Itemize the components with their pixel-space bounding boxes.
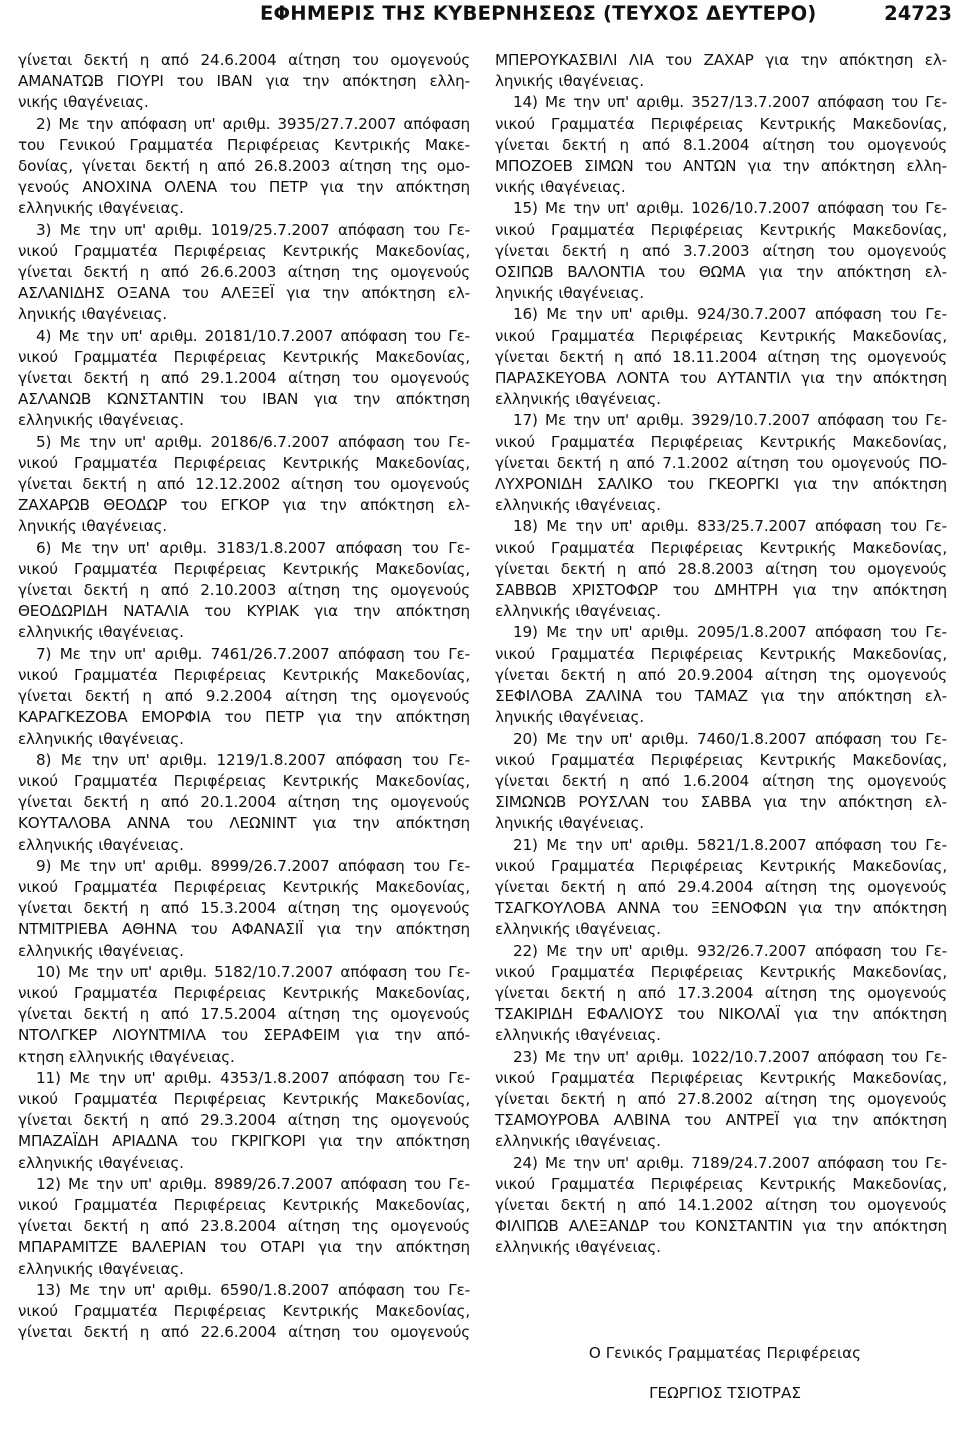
text-line: νικού Γραμματέα Περιφέρειας Κεντρικής Μακεδονίας, xyxy=(495,432,947,451)
text-line: γενούς ΑΝΟΧΙΝΑ ΟΛΕΝΑ του ΠΕΤΡ για την απόκτηση xyxy=(18,178,470,197)
text-line: νικού Γραμματέα Περιφέρειας Κεντρικής Μακεδονίας, xyxy=(18,241,470,260)
text-line: 2) Με την απόφαση υπ' αριθμ. 3935/27.7.2007 απόφαση xyxy=(36,114,470,133)
text-line: γίνεται δεκτή η από 24.6.2004 αίτηση του ομογενούς xyxy=(18,51,470,69)
text-line: ΣΑΒΒΩΒ ΧΡΙΣΤΟΦΩΡ του ΔΜΗΤΡΗ για την απόκτηση xyxy=(495,581,947,600)
text-line: ΘΕΟΔΩΡΙΔΗ ΝΑΤΑΛΙΑ του ΚΥΡΙΑΚ για την απόκτηση xyxy=(18,602,470,621)
text-line: 8) Με την υπ' αριθμ. 1219/1.8.2007 απόφαση του Γε- xyxy=(36,750,470,769)
text-line: ΑΣΛΑΝΙΔΗΣ ΟΞΑΝΑ του ΑΛΕΞΕΪ για την απόκτηση ελ- xyxy=(18,284,470,303)
text-line: γίνεται δεκτή η από 7.1.2002 αίτηση του ομογενούς ΠΟ- xyxy=(495,453,947,472)
text-line: ελληνικής ιθαγένειας. xyxy=(18,411,184,430)
text-line: 17) Με την υπ' αριθμ. 3929/10.7.2007 απόφαση του Γε- xyxy=(513,411,947,430)
text-line: νικού Γραμματέα Περιφέρειας Κεντρικής Μακεδονίας, xyxy=(18,983,470,1002)
text-line: νικού Γραμματέα Περιφέρειας Κεντρικής Μακεδονίας, xyxy=(18,771,470,790)
text-line: 18) Με την υπ' αριθμ. 833/25.7.2007 απόφαση του Γε- xyxy=(513,517,947,536)
text-line: 24) Με την υπ' αριθμ. 7189/24.7.2007 απόφαση του Γε- xyxy=(513,1153,947,1172)
text-line: 23) Με την υπ' αριθμ. 1022/10.7.2007 απόφαση του Γε- xyxy=(513,1047,947,1066)
text-line: ΖΑΧΑΡΩΒ ΘΕΟΔΩΡ του ΕΓΚΟΡ για την απόκτηση ελ- xyxy=(18,496,470,515)
text-line: γίνεται δεκτή η από 14.1.2002 αίτηση του ομογενούς xyxy=(495,1195,947,1214)
text-line: ΜΠΟΖΟΕΒ ΣΙΜΩΝ του ΑΝΤΩΝ για την απόκτηση ελλη- xyxy=(495,157,947,176)
text-line: νικού Γραμματέα Περιφέρειας Κεντρικής Μακεδονίας, xyxy=(18,877,470,896)
text-line: ελληνικής ιθαγένειας. xyxy=(18,1259,184,1278)
text-line: γίνεται δεκτή η από 1.6.2004 αίτηση της ομογενούς xyxy=(495,771,947,790)
text-line: δονίας, γίνεται δεκτή η από 26.8.2003 αίτηση της ομο- xyxy=(18,157,470,176)
text-line: ελληνικής ιθαγένειας. xyxy=(495,390,661,409)
text-line: 21) Με την υπ' αριθμ. 5821/1.8.2007 απόφαση του Γε- xyxy=(513,835,947,854)
text-line: γίνεται δεκτή η από 22.6.2004 αίτηση του ομογενούς xyxy=(18,1323,470,1342)
text-line: γίνεται δεκτή η από 29.4.2004 αίτηση της ομογενούς xyxy=(495,877,947,896)
text-line: ληνικής ιθαγένειας. xyxy=(495,814,644,833)
text-line: ΠΑΡΑΣΚΕΥΟΒΑ ΛΟΝΤΑ του ΑΥΤΑΝΤΙΛ για την απόκτηση xyxy=(495,369,947,388)
text-line: γίνεται δεκτή η από 20.9.2004 αίτηση της ομογενούς xyxy=(495,665,947,684)
text-line: ΝΤΜΙΤΡΙΕΒΑ ΑΘΗΝΑ του ΑΦΑΝΑΣΙΪ για την απόκτηση xyxy=(18,920,470,939)
text-line: ελληνικής ιθαγένειας. xyxy=(495,1026,661,1045)
text-line: ελληνικής ιθαγένειας. xyxy=(495,1238,661,1257)
page-number: 24723 xyxy=(884,2,952,25)
text-line: ληνικής ιθαγένειας. xyxy=(495,72,644,91)
text-line: του Γενικού Γραμματέα Περιφέρειας Κεντρικής Μακε- xyxy=(18,135,470,154)
text-line: ελληνικής ιθαγένειας. xyxy=(495,1132,661,1151)
text-line: γίνεται δεκτή η από 17.5.2004 αίτηση της ομογενούς xyxy=(18,1005,470,1024)
text-line: νικού Γραμματέα Περιφέρειας Κεντρικής Μακεδονίας, xyxy=(18,559,470,578)
text-line: γίνεται δεκτή η από 20.1.2004 αίτηση της ομογενούς xyxy=(18,793,470,812)
page-header xyxy=(0,2,960,32)
text-line: νικού Γραμματέα Περιφέρειας Κεντρικής Μακεδονίας, xyxy=(495,114,947,133)
text-line: ΛΥΧΡΟΝΙΔΗ ΣΑΛΙΚΟ του ΓΚΕΟΡΓΚΙ για την απόκτηση xyxy=(495,475,947,494)
text-line: γίνεται δεκτή η από 8.1.2004 αίτηση του ομογενούς xyxy=(495,135,947,154)
text-line: νικού Γραμματέα Περιφέρειας Κεντρικής Μακεδονίας, xyxy=(495,644,947,663)
text-line: 13) Με την υπ' αριθμ. 6590/1.8.2007 απόφαση του Γε- xyxy=(36,1280,470,1299)
text-line: 14) Με την υπ' αριθμ. 3527/13.7.2007 απόφαση του Γε- xyxy=(513,93,947,112)
text-line: νικής ιθαγένειας. xyxy=(18,93,149,112)
text-line: νικού Γραμματέα Περιφέρειας Κεντρικής Μακεδονίας, xyxy=(495,1174,947,1193)
text-line: ΑΣΛΑΝΩΒ ΚΩΝΣΤΑΝΤΙΝ του ΙΒΑΝ για την απόκτηση xyxy=(18,390,470,409)
text-line: ΤΣΑΓΚΟΥΛΟΒΑ ΑΝΝΑ του ΞΕΝΟΦΩΝ για την απόκτηση xyxy=(495,899,947,918)
text-line: νικού Γραμματέα Περιφέρειας Κεντρικής Μακεδονίας, xyxy=(495,962,947,981)
text-line: ληνικής ιθαγένειας. xyxy=(495,284,644,303)
text-line: 3) Με την υπ' αριθμ. 1019/25.7.2007 απόφαση του Γε- xyxy=(36,220,470,239)
text-line: 9) Με την υπ' αριθμ. 8999/26.7.2007 απόφαση του Γε- xyxy=(36,856,470,875)
text-line: νικού Γραμματέα Περιφέρειας Κεντρικής Μακεδονίας, xyxy=(18,1301,470,1320)
text-line: 20) Με την υπ' αριθμ. 7460/1.8.2007 απόφαση του Γε- xyxy=(513,729,947,748)
text-line: γίνεται δεκτή η από 29.1.2004 αίτηση του ομογενούς xyxy=(18,369,470,388)
text-line: ληνικής ιθαγένειας. xyxy=(18,517,167,536)
text-line: νικού Γραμματέα Περιφέρειας Κεντρικής Μακεδονίας, xyxy=(18,1195,470,1214)
text-line: ελληνικής ιθαγένειας. xyxy=(18,835,184,854)
text-line: νικού Γραμματέα Περιφέρειας Κεντρικής Μακεδονίας, xyxy=(18,453,470,472)
text-line: 16) Με την υπ' αριθμ. 924/30.7.2007 απόφαση του Γε- xyxy=(513,305,947,324)
text-line: ελληνικής ιθαγένειας. xyxy=(495,602,661,621)
text-line: ΜΠΑΖΑΪΔΗ ΑΡΙΑΔΝΑ του ΓΚΡΙΓΚΟΡΙ για την απόκτηση xyxy=(18,1132,470,1151)
text-line: ΚΟΥΤΑΛΟΒΑ ΑΝΝΑ του ΛΕΩΝΙΝΤ για την απόκτηση xyxy=(18,814,470,833)
text-line: νικού Γραμματέα Περιφέρειας Κεντρικής Μακεδονίας, xyxy=(495,538,947,557)
text-line: 22) Με την υπ' αριθμ. 932/26.7.2007 απόφαση του Γε- xyxy=(513,941,947,960)
text-line: νικού Γραμματέα Περιφέρειας Κεντρικής Μακεδονίας, xyxy=(495,750,947,769)
text-line: γίνεται δεκτή η από 18.11.2004 αίτηση της ομογενούς xyxy=(495,347,947,366)
signatory-title: Ο Γενικός Γραμματέας Περιφέρειας xyxy=(588,1344,862,1362)
text-line: νικού Γραμματέα Περιφέρειας Κεντρικής Μακεδονίας, xyxy=(18,665,470,684)
text-line: ληνικής ιθαγένειας. xyxy=(18,305,167,324)
text-line: ελληνικής ιθαγένειας. xyxy=(18,729,184,748)
text-line: 11) Με την υπ' αριθμ. 4353/1.8.2007 απόφαση του Γε- xyxy=(36,1068,470,1087)
text-line: γίνεται δεκτή η από 29.3.2004 αίτηση της ομογενούς xyxy=(18,1111,470,1130)
text-line: νικού Γραμματέα Περιφέρειας Κεντρικής Μακεδονίας, xyxy=(495,856,947,875)
text-line: 19) Με την υπ' αριθμ. 2095/1.8.2007 απόφαση του Γε- xyxy=(513,623,947,642)
text-line: ελληνικής ιθαγένειας. xyxy=(18,199,184,218)
text-line: 12) Με την υπ' αριθμ. 8989/26.7.2007 απόφαση του Γε- xyxy=(36,1174,470,1193)
text-line: ελληνικής ιθαγένειας. xyxy=(18,1153,184,1172)
text-line: νικού Γραμματέα Περιφέρειας Κεντρικής Μακεδονίας, xyxy=(495,326,947,345)
text-line: γίνεται δεκτή η από 2.10.2003 αίτηση της ομογενούς xyxy=(18,581,470,600)
text-line: νικού Γραμματέα Περιφέρειας Κεντρικής Μακεδονίας, xyxy=(495,1068,947,1087)
text-line: γίνεται δεκτή η από 27.8.2002 αίτηση της ομογενούς xyxy=(495,1089,947,1108)
text-line: νικού Γραμματέα Περιφέρειας Κεντρικής Μακεδονίας, xyxy=(495,220,947,239)
text-line: ΜΠΕΡΟΥΚΑΣΒΙΛΙ ΛΙΑ του ΖΑΧΑΡ για την απόκτηση ελ- xyxy=(495,51,947,69)
right-column xyxy=(495,50,947,1259)
text-line: ΚΑΡΑΓΚΕΖΟΒΑ ΕΜΟΡΦΙΑ του ΠΕΤΡ για την απόκτηση xyxy=(18,708,470,727)
text-line: γίνεται δεκτή η από 17.3.2004 αίτηση της ομογενούς xyxy=(495,983,947,1002)
signatory-name: ΓΕΩΡΓΙΟΣ ΤΣΙΟΤΡΑΣ xyxy=(649,1384,801,1402)
text-line: ελληνικής ιθαγένειας. xyxy=(495,920,661,939)
text-line: ΝΤΟΛΓΚΕΡ ΛΙΟΥΝΤΜΙΛΑ του ΣΕΡΑΦΕΙΜ για την από- xyxy=(18,1026,470,1045)
gazette-title: ΕΦΗΜΕΡΙΣ ΤΗΣ ΚΥΒΕΡΝΗΣΕΩΣ (ΤΕΥΧΟΣ ΔΕΥΤΕΡΟ) xyxy=(260,2,817,25)
text-line: γίνεται δεκτή η από 26.6.2003 αίτηση της ομογενούς xyxy=(18,263,470,282)
text-line: γίνεται δεκτή η από 9.2.2004 αίτηση της ομογενούς xyxy=(18,687,470,706)
text-line: ελληνικής ιθαγένειας. xyxy=(495,496,661,515)
text-line: ελληνικής ιθαγένειας. xyxy=(18,623,184,642)
text-line: 6) Με την υπ' αριθμ. 3183/1.8.2007 απόφαση του Γε- xyxy=(36,538,470,557)
text-line: γίνεται δεκτή η από 23.8.2004 αίτηση της ομογενούς xyxy=(18,1217,470,1236)
text-line: ΤΣΑΜΟΥΡΟΒΑ ΑΛΒΙΝΑ του ΑΝΤΡΕΪ για την απόκτηση xyxy=(495,1111,947,1130)
text-line: νικής ιθαγένειας. xyxy=(495,178,626,197)
text-line: ΜΠΑΡΑΜΙΤΖΕ ΒΑΛΕΡΙΑΝ του ΟΤΑΡΙ για την απόκτηση xyxy=(18,1238,470,1257)
text-line: ΤΣΑΚΙΡΙΔΗ ΕΦΑΛΙΟΥΣ του ΝΙΚΟΛΑΪ για την απόκτηση xyxy=(495,1005,947,1024)
text-line: 15) Με την υπ' αριθμ. 1026/10.7.2007 απόφαση του Γε- xyxy=(513,199,947,218)
text-line: γίνεται δεκτή η από 3.7.2003 αίτηση του ομογενούς xyxy=(495,241,947,260)
text-line: ΣΙΜΩΝΩΒ ΡΟΥΣΛΑΝ του ΣΑΒΒΑ για την απόκτηση ελ- xyxy=(495,793,947,812)
text-line: 7) Με την υπ' αριθμ. 7461/26.7.2007 απόφαση του Γε- xyxy=(36,644,470,663)
text-line: 10) Με την υπ' αριθμ. 5182/10.7.2007 απόφαση του Γε- xyxy=(36,962,470,981)
text-line: 5) Με την υπ' αριθμ. 20186/6.7.2007 απόφαση του Γε- xyxy=(36,432,470,451)
text-line: γίνεται δεκτή η από 12.12.2002 αίτηση του ομογενούς xyxy=(18,475,470,494)
text-line: ΦΙΛΙΠΩΒ ΑΛΕΞΑΝΔΡ του ΚΟΝΣΤΑΝΤΙΝ για την απόκτηση xyxy=(495,1217,947,1236)
text-line: ΟΣΙΠΩΒ ΒΑΛΟΝΤΙΑ του ΘΩΜΑ για την απόκτηση ελ- xyxy=(495,263,947,282)
left-column xyxy=(18,50,470,1343)
text-line: ληνικής ιθαγένειας. xyxy=(495,708,644,727)
text-line: νικού Γραμματέα Περιφέρειας Κεντρικής Μακεδονίας, xyxy=(18,347,470,366)
text-line: ελληνικής ιθαγένειας. xyxy=(18,941,184,960)
text-line: ΣΕΦΙΛΟΒΑ ΖΑΛΙΝΑ του ΤΑΜΑΖ για την απόκτηση ελ- xyxy=(495,687,947,706)
text-line: γίνεται δεκτή η από 28.8.2003 αίτηση του ομογενούς xyxy=(495,559,947,578)
text-line: κτηση ελληνικής ιθαγένειας. xyxy=(18,1047,235,1066)
text-line: 4) Με την υπ' αριθμ. 20181/10.7.2007 απόφαση του Γε- xyxy=(36,326,470,345)
text-line: γίνεται δεκτή η από 15.3.2004 αίτηση της ομογενούς xyxy=(18,899,470,918)
text-line: νικού Γραμματέα Περιφέρειας Κεντρικής Μακεδονίας, xyxy=(18,1089,470,1108)
text-line: ΑΜΑΝΑΤΩΒ ΓΙΟΥΡΙ του ΙΒΑΝ για την απόκτηση ελλη- xyxy=(18,72,470,91)
